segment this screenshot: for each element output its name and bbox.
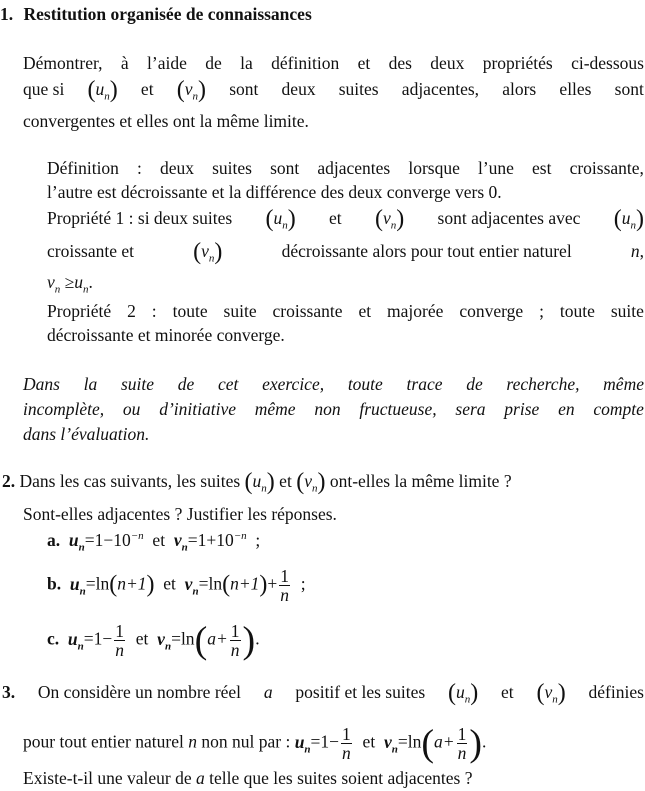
word: ; [539,301,544,321]
word: de [466,374,483,394]
s1-intro-line-2 [23,78,644,101]
s2-line-1 [0,470,645,493]
word: deux [430,53,465,73]
word: de [177,374,195,394]
word: deux [281,79,316,99]
fraction-1-over-n: $\frac{1}{n}$ [280,566,290,605]
s1-note-line-1 [23,373,644,395]
word: sont [270,158,300,178]
word: suites [338,79,379,99]
word: propriétés [482,53,553,73]
s1-property-2-line-1 [47,300,644,322]
text: que si [23,79,65,99]
word: sera [455,399,486,419]
text: On considère un nombre réel [37,682,242,702]
s2-item-a: a. $u_n=1-10^{-n}$ et $v_n=1+10^{-n}$ ; [47,530,261,554]
word: exercice, [262,374,325,394]
s1-property-1-line-3: $v_n \ge u_n$. [47,272,93,296]
s2-item-c: c. $u_n=1-$ $\frac{1}{n}$ et $v_n=\ln(a+$ $\frac{1}{n}$ ). [47,619,260,662]
math-vn: $(v_n)$ [536,680,566,706]
s3-line-1 [2,681,644,704]
item-label: c. [47,628,60,649]
word: lorsque [408,158,460,178]
word: suite [120,374,155,394]
word: toute [347,374,383,394]
text: ont-elles la même limite ? [329,471,512,491]
math-un: $(u_n)$ [87,77,118,103]
text: et [140,79,154,99]
s1-property-1-line-2 [47,240,644,263]
word: converge [459,301,524,321]
fraction-1-over-n: $\frac{1}{n}$ [457,724,467,763]
text: Dans les cas suivants, les suites [19,471,241,491]
math-un: $(u_n)$ [613,206,644,232]
section-2-number: 2. [2,471,16,491]
word: elles [559,79,592,99]
word: sont [614,79,644,99]
word: incomplète, [23,399,105,419]
text: et [279,471,292,491]
word: adjacentes, [401,79,480,99]
fraction-1-over-n: $\frac{1}{n}$ [115,621,125,660]
s1-intro-line-3: convergentes et elles ont la même limite. [23,111,309,131]
text: Propriété 1 : si deux suites [47,208,233,228]
word: 2 [127,301,136,321]
section-1-heading [0,3,312,25]
word: fructueuse, [359,399,437,419]
item-label: a. [47,530,61,550]
word: ci-dessous [571,53,644,73]
word: est [532,158,552,178]
word: suite [610,301,644,321]
var-a: a [263,682,273,702]
word: non [314,399,341,419]
text: et [501,682,514,702]
text: croissante et [47,241,134,261]
word: toute [559,301,595,321]
word: la [240,53,253,73]
s3-line-3: Existe-t-il une valeur de a telle que les suites soient adjacentes ? [23,768,473,788]
s1-definition-line-2: l’autre est décroissante et la différence des deux converge vers 0. [47,182,502,202]
math-un: $(u_n)$ [265,206,296,232]
word: croissante, [569,158,644,178]
word: suites [212,158,252,178]
word: majorée [387,301,444,321]
word: Propriété [47,301,112,321]
word: sont [229,79,259,99]
text: sont adjacentes avec [437,208,581,228]
word: Démontrer, [23,53,103,73]
item-label: b. [47,573,62,594]
fraction-1-over-n: $\frac{1}{n}$ [342,724,351,763]
word: : [137,158,142,178]
word: toute [172,301,208,321]
word: et [358,301,372,321]
text: décroissante alors pour tout entier naturel [281,241,572,261]
math-un: $(u_n)$ [447,680,479,706]
text: et [329,208,342,228]
word: deux [160,158,195,178]
s1-note-line-2 [23,398,644,420]
word: en [558,399,575,419]
text: positif et les suites [295,682,426,702]
word: même [254,399,296,419]
word: de [205,53,222,73]
s1-intro-line-1 [23,52,644,74]
word: même [603,374,644,394]
word: et [357,53,371,73]
word: des [388,53,412,73]
s1-definition-line-1 [47,157,644,179]
word: Définition [47,158,119,178]
math-vn: $(v_n)$ [176,77,207,103]
word: prise [504,399,540,419]
word: définition [271,53,340,73]
math-un: $(u_n)$ [244,469,275,495]
word: ou [122,399,141,419]
word: alors [502,79,537,99]
word: croissante [272,301,343,321]
word: d’initiative [159,399,236,419]
s1-property-1-line-1 [47,207,644,230]
word: Dans [23,374,60,394]
section-1-title: Restitution organisée de connaissances [23,4,312,24]
math-n: n, [630,241,644,261]
word: l’aide [147,53,187,73]
s1-note-line-3: dans l’évaluation. [23,424,150,444]
word: suite [223,301,257,321]
math-vn: $(v_n)$ [193,239,223,265]
word: l’une [477,158,514,178]
word: recherche, [506,374,580,394]
word: la [83,374,98,394]
s2-line-2: Sont-elles adjacentes ? Justifier les réponses. [23,504,337,524]
word: adjacentes [317,158,391,178]
section-1-number: 1. [0,4,14,24]
math-vn: $(v_n)$ [374,206,405,232]
fraction-1-over-n: $\frac{1}{n}$ [230,621,240,660]
s2-item-b: b. $u_n=\ln(n+1)$ et $v_n=\ln(n+1)+$ $\frac{1}{n}$ ; [47,566,306,605]
word: trace [406,374,443,394]
word: : [151,301,157,321]
word: compte [593,399,644,419]
text: définies [588,682,644,702]
word: à [120,53,129,73]
s3-line-2: pour tout entier naturel n non nul par : $u_n=1-$ $\frac{1}{n}$ et $v_n=\ln(a+$ $\frac{1}{n}$ ). [23,722,487,765]
word: cet [217,374,239,394]
section-3-number: 3. [2,682,16,702]
s1-property-2-line-2: décroissante et minorée converge. [47,325,285,345]
math-vn: $(v_n)$ [296,469,326,495]
